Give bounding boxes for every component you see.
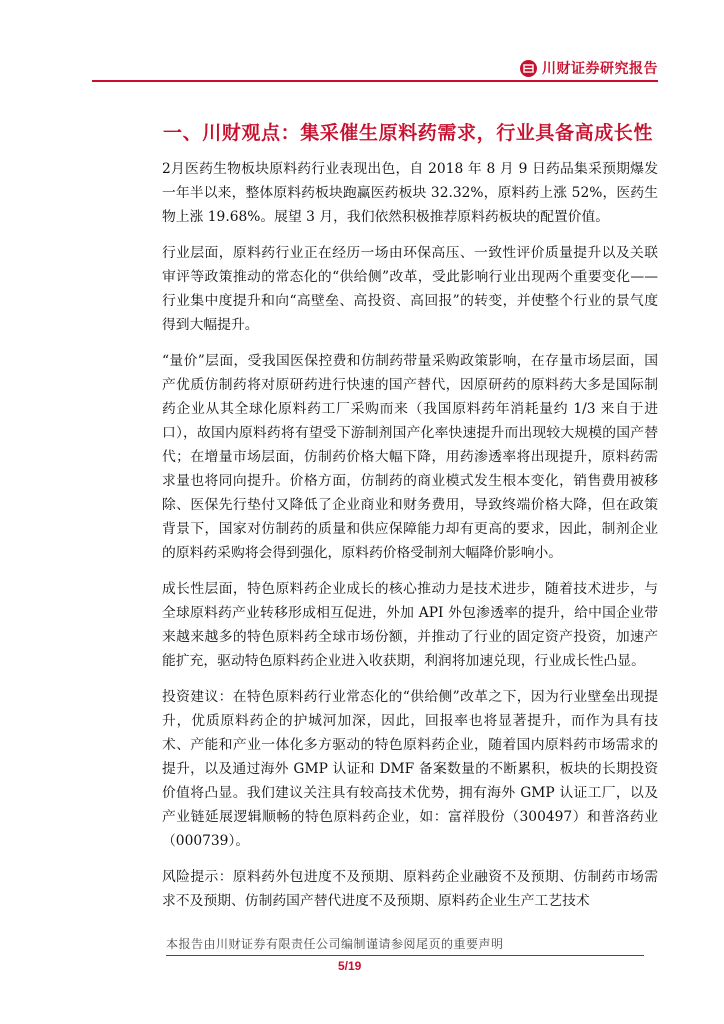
footer-disclaimer: 本报告由川财证券有限责任公司编制谨请参阅尾页的重要声明 (166, 937, 504, 951)
header-divider (92, 80, 658, 82)
report-body (162, 157, 658, 925)
page-number: 5/19 (338, 959, 362, 973)
paragraph-industry: 行业层面，原料药行业正在经历一场由环保高压、一致性评价质量提升以及关联审评等政策推动的常态化的“供给侧”改革，受此影响行业出现两个重要变化——行业集中度提升和向“高壁垒、高投资、高回报”的转变，并使整个行业的景气度得到大幅提升。 (162, 245, 658, 333)
paragraph-growth: 成长性层面，特色原料药企业成长的核心推动力是技术进步，随着技术进步，与全球原料药产业转移形成相互促进，外加 API 外包渗透率的提升，给中国企业带来越来越多的特色原料药全球市场份额，并推动了行业的固定资产投资，加速产能扩充，驱动特色原料药企业进入收获期，利润将加速兑现，行业成长性凸显。 (162, 581, 658, 669)
footer-divider (166, 955, 644, 956)
brand-name: 川财证券研究报告 (542, 61, 658, 77)
section-title: 一、川财观点：集采催生原料药需求，行业具备高成长性 (163, 122, 654, 144)
paragraph-risk: 风险提示：原料药外包进度不及预期、原料药企业融资不及预期、仿制药市场需求不及预期、仿制药国产替代进度不及预期、原料药企业生产工艺技术 (162, 869, 658, 909)
report-header-brand (520, 58, 658, 78)
paragraph-investment: 投资建议：在特色原料药行业常态化的“供给侧”改革之下，因为行业壁垒出现提升，优质原料药企的护城河加深，因此，回报率也将显著提升，而作为具有技术、产能和产业一体化多方驱动的特色原料药企业，随着国内原料药市场需求的提升，以及通过海外 GMP 认证和 DMF 备案数量的不断累积，板块的长期投资价值将凸显。我们建议关注具有较高技术优势，拥有海外 GMP 认证工厂，以及产业链延展逻辑顺畅的特色原料药企业，如：富祥股份（300497）和普洛药业（000739）。 (162, 689, 658, 849)
paragraph-summary: 2月医药生物板块原料药行业表现出色，自 2018 年 8 月 9 日药品集采预期爆发一年半以来，整体原料药板块跑赢医药板块 32.32%，原料药上涨 52%，医药生物上涨 19.68%。展望 3 月，我们依然积极推荐原料药板块的配置价值。 (162, 161, 658, 225)
paragraph-volume-price: “量价”层面，受我国医保控费和仿制药带量采购政策影响，在存量市场层面，国产优质仿制药将对原研药进行快速的国产替代，因原研药的原料药大多是国际制药企业从其全球化原料药工厂采购而来（我国原料药年消耗量约 1/3 来自于进口），故国内原料药将有望受下游制剂国产化率快速提升而出现较大规模的国产替代；在增量市场层面，仿制药价格大幅下降，用药渗透率将出现提升，原料药需求量也将同向提升。价格方面，仿制药的商业模式发生根本变化，销售费用被移除、医保先行垫付又降低了企业商业和财务费用，导致终端价格大降，但在政策背景下，国家对仿制药的质量和供应保障能力却有更高的要求，因此，制剂企业的原料药采购将会得到强化，原料药价格受制剂大幅降价影响小。 (162, 353, 658, 561)
chuancai-logo-icon (520, 60, 537, 77)
